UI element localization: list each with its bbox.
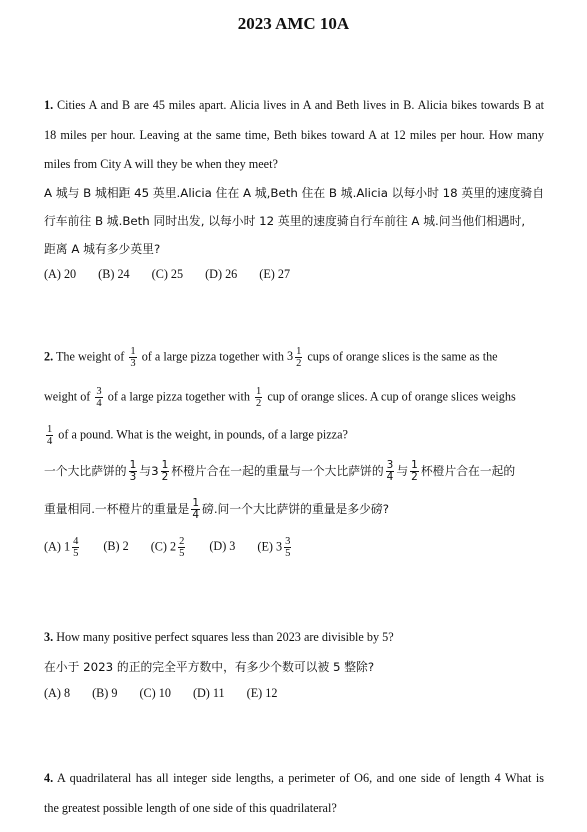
problem-4-line-1 — [44, 771, 544, 786]
option-d: (D) 3 — [209, 539, 236, 554]
problem-2-text-f: cup of orange slices. A cup of orange slices weighs — [267, 389, 516, 404]
option-a: (A) 8 — [44, 686, 71, 700]
problem-2-text-c: cups of orange slices is the same as the — [307, 349, 498, 364]
problem-1-zh-line-3: 距离 A 城有多少英里? — [44, 242, 161, 256]
problem-1-options — [44, 267, 544, 282]
problem-1-line-3: miles from City A will they be when they meet? — [44, 157, 278, 171]
problem-2-text-a: The weight of — [55, 349, 125, 364]
problem-2-zh-d: 与 — [396, 464, 409, 479]
mixed-three-and-half: 3 $\frac{1}{2}$ — [286, 346, 302, 370]
option-b: (B) 24 — [98, 267, 130, 281]
problem-4-text: A quadrilateral has all integer side lengths, a perimeter of O6, and one side of length 4 What is — [56, 771, 545, 785]
problem-2-text-e: of a large pizza together with — [107, 389, 250, 404]
problem-3-line-1 — [44, 630, 544, 645]
problem-2-number: 2. — [44, 349, 54, 364]
problem-3-options — [44, 686, 544, 701]
problem-2-zh-g: 磅.问一个大比萨饼的重量是多少磅? — [202, 502, 389, 517]
option-d: (D) 26 — [205, 267, 238, 281]
problem-2-zh-a: 一个大比萨饼的 — [44, 464, 127, 479]
option-b: (B) 2 — [103, 539, 129, 554]
problem-3-zh-line-1: 在小于 2023 的正的完全平方数中，有多少个数可以被 5 整除? — [44, 660, 375, 674]
fraction-three-fourths: $\frac{3}{4}$ — [96, 386, 102, 410]
problem-2-zh-f: 重量相同.一杯橙片的重量是 — [44, 502, 190, 517]
problem-1-number: 1. — [44, 98, 54, 112]
problem-1-zh-line-1: A 城与 B 城相距 45 英里.Alicia 住在 A 城,Beth 住在 B 城.Alicia 以每小时 18 英里的速度骑自 — [44, 186, 544, 200]
problem-2-zh-line-1: 一个大比萨饼的 $\frac{1}{3}$ 与3 $\frac{1}{2}$ 杯橙片合在一起的重量与一个大比萨饼的 $\frac{3}{4}$ 与 $\frac{1}{2}$ 杯橙片合在一起的 — [44, 459, 516, 484]
problem-2-line-2 — [44, 386, 544, 409]
problem-2-zh-b: 与 — [139, 464, 152, 479]
option-e: (E) 27 — [259, 267, 291, 281]
problem-1-text: Cities A and B are 45 miles apart. Alicia lives in A and Beth lives in B. Alicia bikes towards B at — [57, 98, 545, 112]
page-title: 2023 AMC 10A — [237, 14, 350, 33]
problem-2-line-1 — [44, 346, 544, 369]
problem-4-line-2: the greatest possible length of one side of this quadrilateral? — [44, 801, 337, 815]
problem-3-text: How many positive perfect squares less than 2023 are divisible by 5? — [56, 630, 394, 644]
problem-1-zh-line-2: 行车前往 B 城.Beth 同时出发, 以每小时 12 英里的速度骑自行车前往 A 城.问当他们相遇时, — [44, 214, 526, 228]
problem-2-text-d: weight of — [44, 389, 91, 404]
problem-3-number: 3. — [44, 630, 54, 644]
option-c: (C) 2 $\frac{2}{5}$ — [150, 536, 185, 560]
problem-1-line-1 — [44, 98, 544, 113]
option-a: (A) 20 — [44, 267, 77, 281]
problem-4-number: 4. — [44, 771, 54, 785]
fraction-one-half: $\frac{1}{2}$ — [256, 386, 262, 410]
option-d: (D) 11 — [192, 686, 225, 700]
fraction-one-fourth: $\frac{1}{4}$ — [47, 424, 53, 448]
fraction-one-third: $\frac{1}{3}$ — [130, 346, 136, 370]
option-c: (C) 10 — [139, 686, 171, 700]
option-b: (B) 9 — [92, 686, 118, 700]
problem-2-zh-c: 杯橙片合在一起的重量与一个大比萨饼的 — [171, 464, 384, 479]
option-e: (E) 3 $\frac{3}{5}$ — [257, 536, 291, 560]
problem-2-text-b: of a large pizza together with — [141, 349, 284, 364]
option-e: (E) 12 — [246, 686, 278, 700]
problem-1-line-2: 18 miles per hour. Leaving at the same time, Beth bikes toward A at 12 miles per hour. How many — [44, 128, 544, 142]
problem-2-zh-e: 杯橙片合在一起的 — [420, 464, 516, 479]
problem-2-line-3 — [44, 424, 544, 447]
problem-2-text-g: of a pound. What is the weight, in pounds, of a large pizza? — [58, 427, 348, 442]
problem-2-zh-line-2: 重量相同.一杯橙片的重量是 $\frac{1}{4}$ 磅.问一个大比萨饼的重量是多少磅? — [44, 497, 389, 522]
option-a: (A) 1 $\frac{4}{5}$ — [44, 536, 79, 560]
problem-2-options — [44, 536, 544, 559]
option-c: (C) 25 — [151, 267, 184, 281]
